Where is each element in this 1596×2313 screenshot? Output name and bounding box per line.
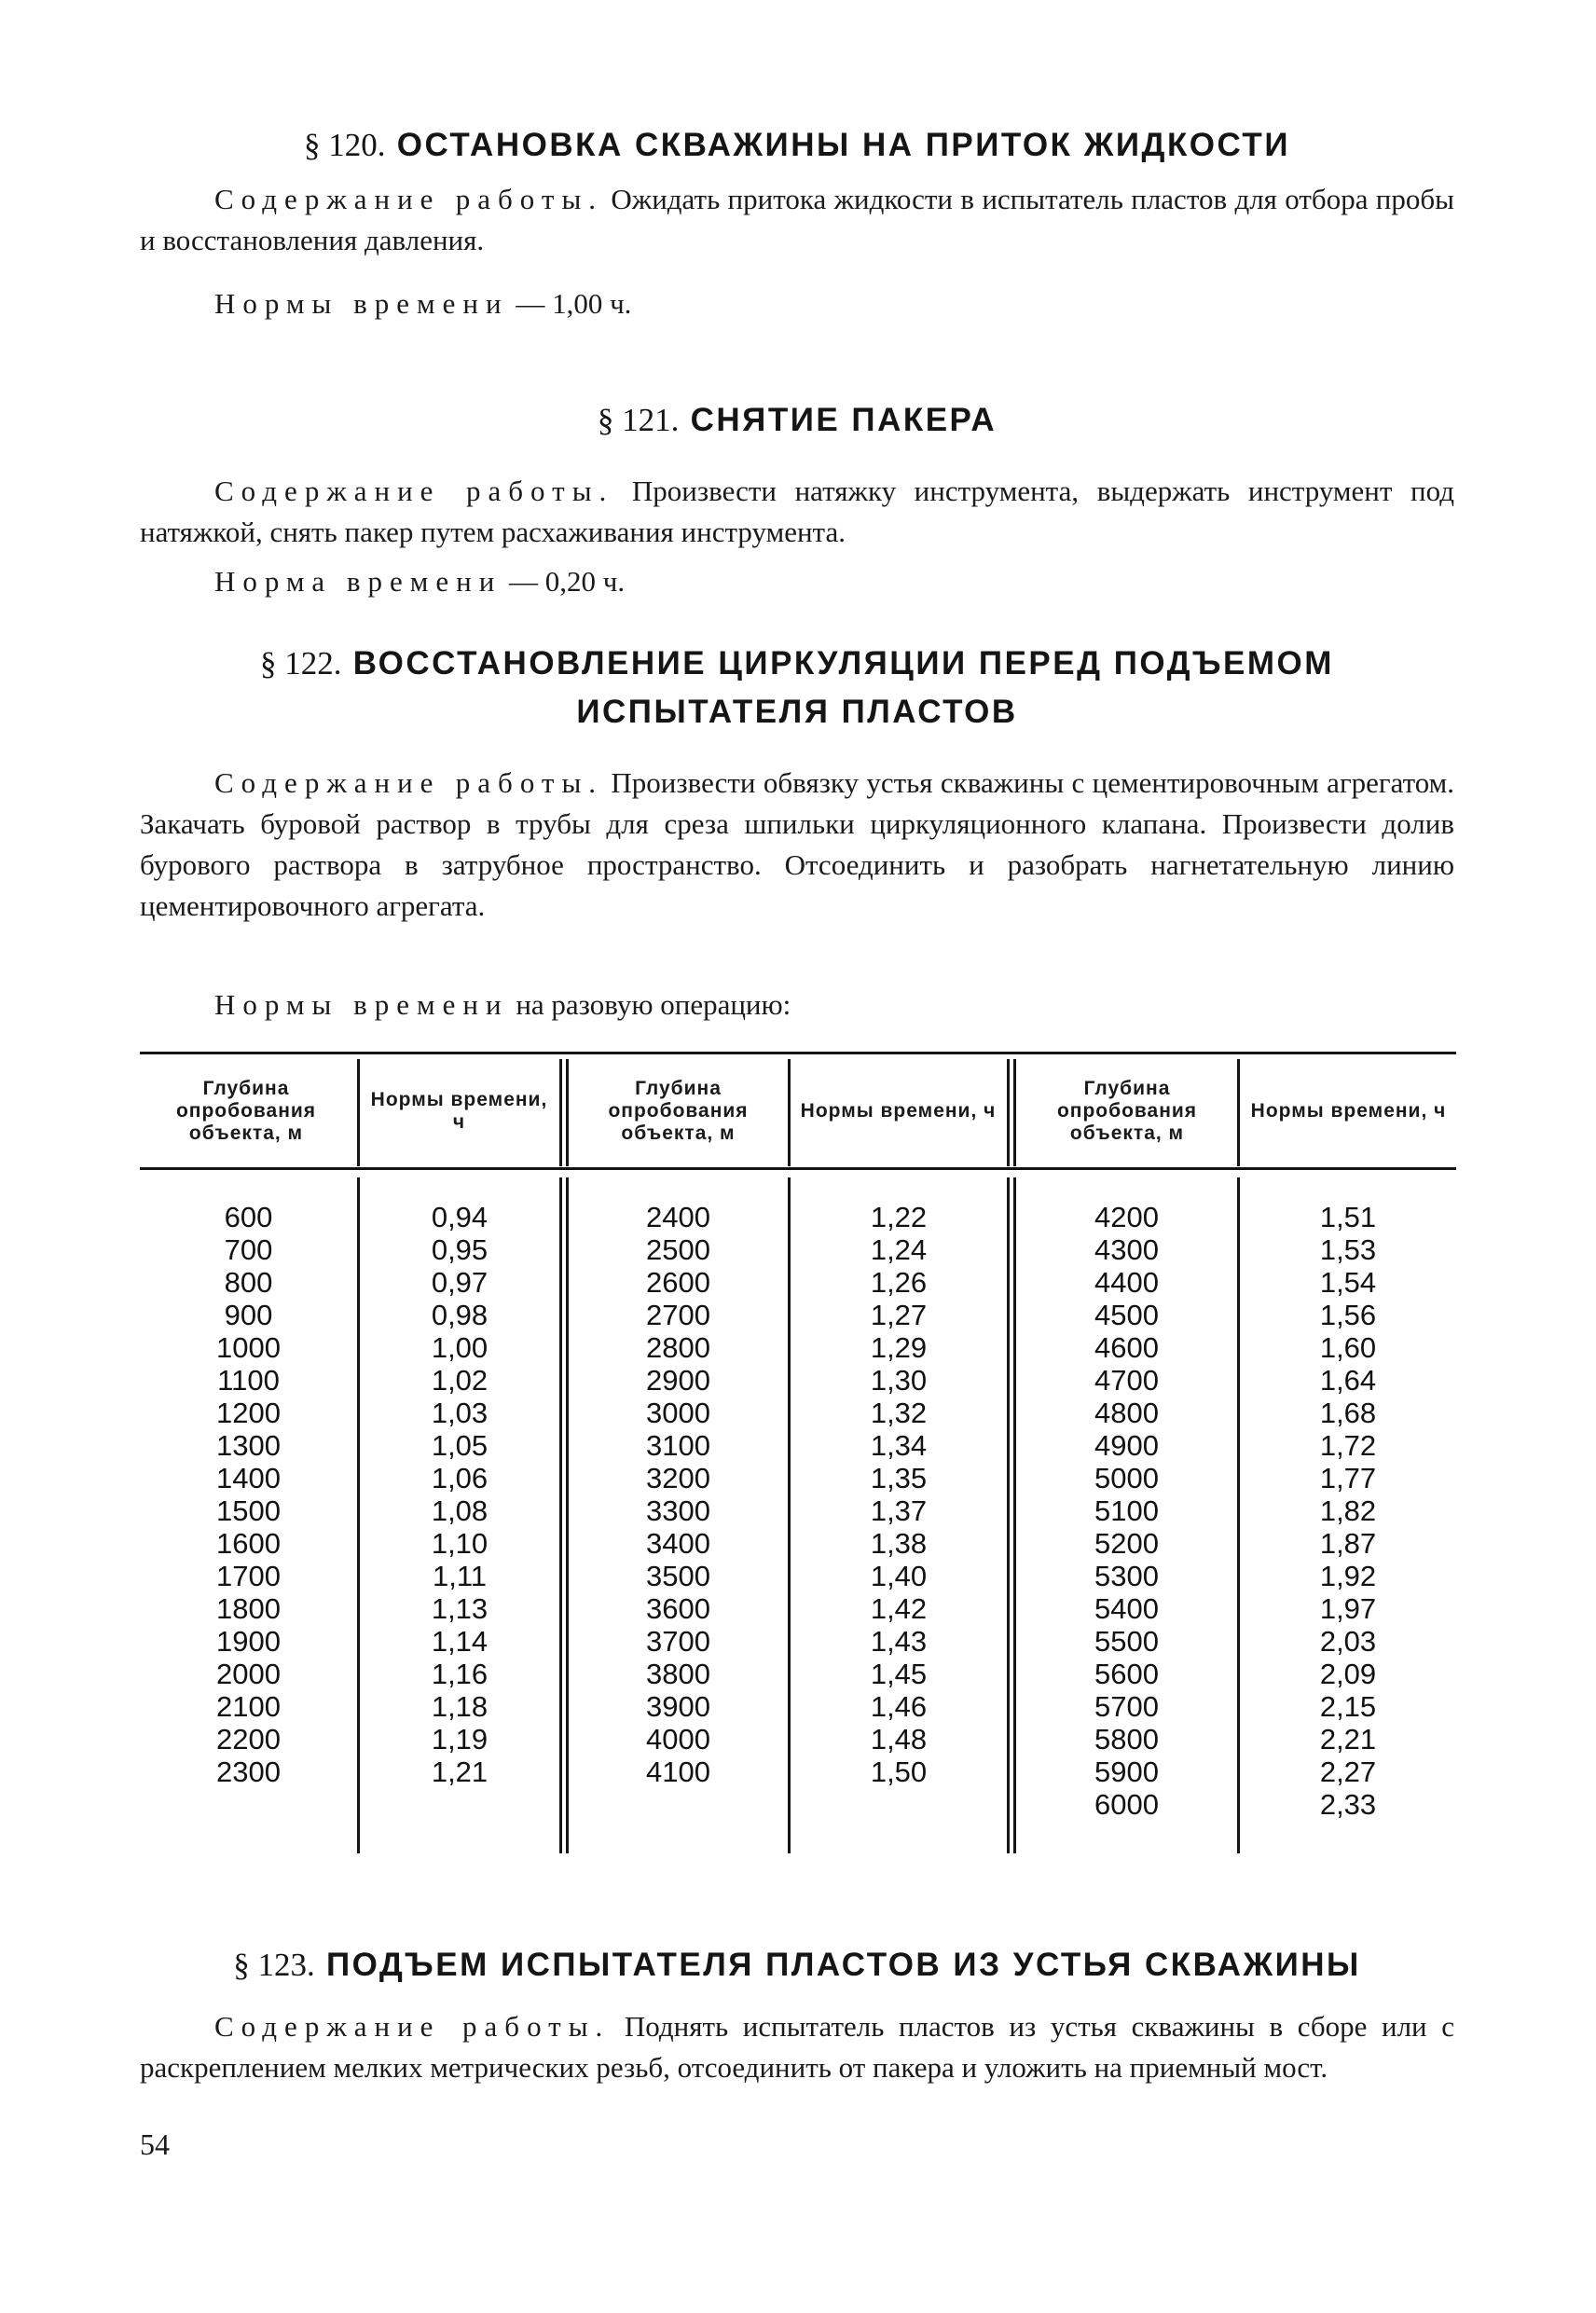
depth-cell: 3600 (646, 1592, 710, 1625)
content-lead: Содержание работы. (214, 183, 604, 215)
norm-lead: Нормы времени (214, 287, 509, 320)
table-top-rule (140, 1052, 1456, 1054)
section-121-content (140, 471, 1454, 553)
norm-cell: 1,48 (870, 1723, 928, 1755)
depth-cell: 4100 (646, 1755, 710, 1788)
section-title: СНЯТИЕ ПАКЕРА (690, 402, 998, 438)
norm-cell: 1,72 (1319, 1429, 1377, 1462)
norm-cell: 1,77 (1319, 1462, 1377, 1494)
norm-cell: 1,45 (870, 1658, 928, 1690)
norm-cell: 1,43 (870, 1625, 928, 1658)
norm-cell: 1,46 (870, 1690, 928, 1723)
norm-cell: 1,82 (1319, 1494, 1377, 1527)
norm-lead: Норма времени (214, 565, 502, 598)
depth-cell: 4700 (1094, 1364, 1159, 1397)
norm-cell: 1,26 (870, 1266, 928, 1299)
table-header-rule (140, 1167, 1456, 1170)
header-depth-2: Глубина опробования объекта, м (608, 1078, 749, 1144)
norm-cell: 1,35 (870, 1462, 928, 1494)
norm-cell: 2,27 (1319, 1755, 1377, 1788)
depth-cell: 2100 (216, 1690, 281, 1723)
norm-cell: 0,98 (431, 1299, 488, 1331)
depth-cell: 3200 (646, 1462, 710, 1494)
depth-cell: 5100 (1094, 1494, 1159, 1527)
depth-cell: 5400 (1094, 1592, 1159, 1625)
norm-cell: 1,50 (870, 1755, 928, 1788)
norm-cell: 2,21 (1319, 1723, 1377, 1755)
norm-cell: 1,40 (870, 1560, 928, 1592)
column-divider (1237, 1059, 1240, 1166)
depth-cell: 3500 (646, 1560, 710, 1592)
section-122-norm (214, 988, 791, 1022)
depth-cell: 2700 (646, 1299, 710, 1331)
depth-column-1 (140, 1201, 357, 1788)
section-120-heading (140, 121, 1454, 170)
section-120-content (140, 179, 1454, 261)
section-123-content (140, 2006, 1454, 2088)
norm-cell: 1,14 (431, 1625, 488, 1658)
norm-cell: 1,92 (1319, 1560, 1377, 1592)
norm-cell: 1,97 (1319, 1592, 1377, 1625)
norm-cell: 1,27 (870, 1299, 928, 1331)
column-divider (357, 1059, 360, 1166)
column-divider (559, 1177, 562, 1853)
content-text: Произвести натяжку инструмента, выдержать инструмент под натяжкой, снять пакер путем расхаживания инструмента. (140, 475, 1454, 548)
header-norm-2: Нормы времени, ч (800, 1100, 997, 1122)
norm-cell: 1,00 (431, 1331, 488, 1364)
norm-cell: 1,38 (870, 1527, 928, 1560)
depth-cell: 4900 (1094, 1429, 1159, 1462)
norm-cell: 1,11 (432, 1560, 488, 1592)
norm-cell: 1,60 (1319, 1331, 1377, 1364)
section-sign: § 123. (233, 1947, 315, 1983)
section-sign: § 120. (304, 127, 386, 163)
norm-cell: 1,13 (431, 1592, 488, 1625)
depth-cell: 4200 (1094, 1201, 1159, 1233)
section-title-line-1: ВОССТАНОВЛЕНИЕ ЦИРКУЛЯЦИИ ПЕРЕД ПОДЪЕМОМ (352, 645, 1334, 682)
depth-cell: 1900 (216, 1625, 281, 1658)
depth-cell: 4300 (1094, 1233, 1159, 1266)
norm-cell: 1,51 (1319, 1201, 1377, 1233)
depth-cell: 2300 (216, 1755, 281, 1788)
header-depth-1: Глубина опробования объекта, м (175, 1078, 317, 1144)
depth-cell: 1600 (216, 1527, 281, 1560)
depth-cell: 5900 (1094, 1755, 1159, 1788)
section-sign: § 121. (597, 402, 680, 438)
depth-cell: 1100 (217, 1364, 280, 1397)
norm-column-3 (1240, 1201, 1456, 1821)
norm-cell: 2,15 (1319, 1690, 1377, 1723)
depth-cell: 5300 (1094, 1560, 1159, 1592)
depth-cell: 3400 (646, 1527, 710, 1560)
norm-cell: 1,54 (1319, 1266, 1377, 1299)
depth-cell: 3800 (646, 1658, 710, 1690)
depth-cell: 1700 (216, 1560, 281, 1592)
depth-cell: 1200 (216, 1397, 281, 1429)
depth-cell: 2400 (646, 1201, 710, 1233)
depth-cell: 2600 (646, 1266, 710, 1299)
depth-column-2 (569, 1201, 788, 1788)
norm-column-1 (360, 1201, 559, 1788)
norm-cell: 1,42 (870, 1592, 928, 1625)
depth-cell: 2800 (646, 1331, 710, 1364)
norm-cell: 1,32 (870, 1397, 928, 1429)
norm-cell: 1,08 (431, 1494, 488, 1527)
norm-cell: 1,03 (431, 1397, 488, 1429)
norm-cell: 1,10 (431, 1527, 488, 1560)
depth-cell: 2900 (646, 1364, 710, 1397)
content-text: Ожидать притока жидкости в испытатель пластов для отбора пробы и восстановления давления. (140, 183, 1454, 256)
depth-cell: 3700 (646, 1625, 710, 1658)
norm-column-2 (791, 1201, 1007, 1788)
section-121-norm (214, 565, 625, 599)
content-text: Произвести обвязку устья скважины с цементировочным агрегатом. Закачать буровой раствор в трубы для среза шпильки циркуляционного клапана. Произвести долив бурового раствора в затрубное пространство. Отсоединить и разобрать нагнетательную линию цементировочного агрегата. (140, 766, 1455, 922)
section-121-heading (140, 396, 1454, 445)
time-norms-table (140, 1052, 1456, 1863)
depth-cell: 3100 (646, 1429, 710, 1462)
column-divider (1007, 1177, 1010, 1853)
norm-cell: 1,68 (1319, 1397, 1377, 1429)
norm-text: — 1,00 ч. (516, 287, 632, 320)
column-divider (566, 1059, 569, 1166)
depth-cell: 5000 (1094, 1462, 1159, 1494)
norm-cell: 1,19 (431, 1723, 488, 1755)
norm-cell: 0,95 (431, 1233, 488, 1266)
norm-cell: 1,22 (870, 1201, 928, 1233)
norm-cell: 1,64 (1319, 1364, 1377, 1397)
header-norm-1: Нормы времени, ч (370, 1089, 548, 1133)
norm-cell: 1,53 (1319, 1233, 1377, 1266)
section-title-line-2: ИСПЫТАТЕЛЯ ПЛАСТОВ (576, 694, 1018, 730)
depth-cell: 6000 (1094, 1788, 1159, 1821)
depth-cell: 5500 (1094, 1625, 1159, 1658)
depth-cell: 4000 (646, 1723, 710, 1755)
norm-cell: 1,24 (870, 1233, 928, 1266)
depth-cell: 5700 (1094, 1690, 1159, 1723)
depth-cell: 1300 (216, 1429, 281, 1462)
page-number: 54 (140, 2127, 170, 2161)
norm-cell: 1,56 (1319, 1299, 1377, 1331)
content-text: Поднять испытатель пластов из устья скважины в сборе или с раскреплением мелких метрических резьб, отсоединить от пакера и уложить на приемный мост. (140, 2010, 1454, 2084)
depth-cell: 2500 (646, 1233, 710, 1266)
depth-cell: 4800 (1094, 1397, 1159, 1429)
norm-cell: 1,21 (431, 1755, 488, 1788)
norm-cell: 0,94 (431, 1201, 488, 1233)
section-sign: § 122. (260, 645, 342, 682)
depth-cell: 2000 (216, 1658, 281, 1690)
depth-cell: 1800 (216, 1592, 281, 1625)
norm-text: на разовую операцию: (516, 988, 791, 1021)
norm-cell: 0,97 (431, 1266, 488, 1299)
header-norm-3: Нормы времени, ч (1250, 1100, 1447, 1122)
column-divider (788, 1059, 791, 1166)
depth-cell: 1500 (216, 1494, 281, 1527)
norm-cell: 2,09 (1319, 1658, 1377, 1690)
depth-cell: 900 (224, 1299, 273, 1331)
depth-cell: 600 (224, 1201, 273, 1233)
section-120-norm (214, 287, 631, 321)
depth-cell: 800 (224, 1266, 273, 1299)
content-lead: Содержание работы. (214, 475, 614, 507)
norm-cell: 1,05 (431, 1429, 488, 1462)
norm-cell: 2,33 (1319, 1788, 1377, 1821)
norm-cell: 1,16 (431, 1658, 488, 1690)
depth-cell: 1400 (216, 1462, 281, 1494)
depth-cell: 5800 (1094, 1723, 1159, 1755)
content-lead: Содержание работы. (214, 2010, 611, 2043)
depth-cell: 700 (224, 1233, 273, 1266)
norm-cell: 1,34 (870, 1429, 928, 1462)
section-122-heading (140, 640, 1454, 737)
depth-column-3 (1016, 1201, 1237, 1821)
depth-cell: 3000 (646, 1397, 710, 1429)
section-title: ОСТАНОВКА СКВАЖИНЫ НА ПРИТОК ЖИДКОСТИ (396, 127, 1290, 163)
norm-lead: Нормы времени (214, 988, 509, 1021)
norm-cell: 1,37 (870, 1494, 928, 1527)
section-123-heading (140, 1941, 1454, 1989)
norm-cell: 1,06 (431, 1462, 488, 1494)
depth-cell: 5600 (1094, 1658, 1159, 1690)
depth-cell: 2200 (216, 1723, 281, 1755)
depth-cell: 4600 (1094, 1331, 1159, 1364)
norm-cell: 1,30 (870, 1364, 928, 1397)
norm-cell: 2,03 (1319, 1625, 1377, 1658)
depth-cell: 4500 (1094, 1299, 1159, 1331)
content-lead: Содержание работы. (214, 766, 604, 799)
norm-text: — 0,20 ч. (509, 565, 626, 598)
column-divider (559, 1059, 562, 1166)
column-divider (1007, 1059, 1010, 1166)
norm-cell: 1,29 (870, 1331, 928, 1364)
depth-cell: 3900 (646, 1690, 710, 1723)
norm-cell: 1,18 (431, 1690, 488, 1723)
depth-cell: 1000 (216, 1331, 281, 1364)
section-122-content (140, 763, 1454, 927)
depth-cell: 3300 (646, 1494, 710, 1527)
section-title: ПОДЪЕМ ИСПЫТАТЕЛЯ ПЛАСТОВ ИЗ УСТЬЯ СКВАЖИНЫ (325, 1947, 1361, 1983)
column-divider (1013, 1059, 1016, 1166)
depth-cell: 5200 (1094, 1527, 1159, 1560)
norm-cell: 1,02 (431, 1364, 488, 1397)
norm-cell: 1,87 (1319, 1527, 1377, 1560)
header-depth-3: Глубина опробования объекта, м (1056, 1078, 1198, 1144)
depth-cell: 4400 (1094, 1266, 1159, 1299)
